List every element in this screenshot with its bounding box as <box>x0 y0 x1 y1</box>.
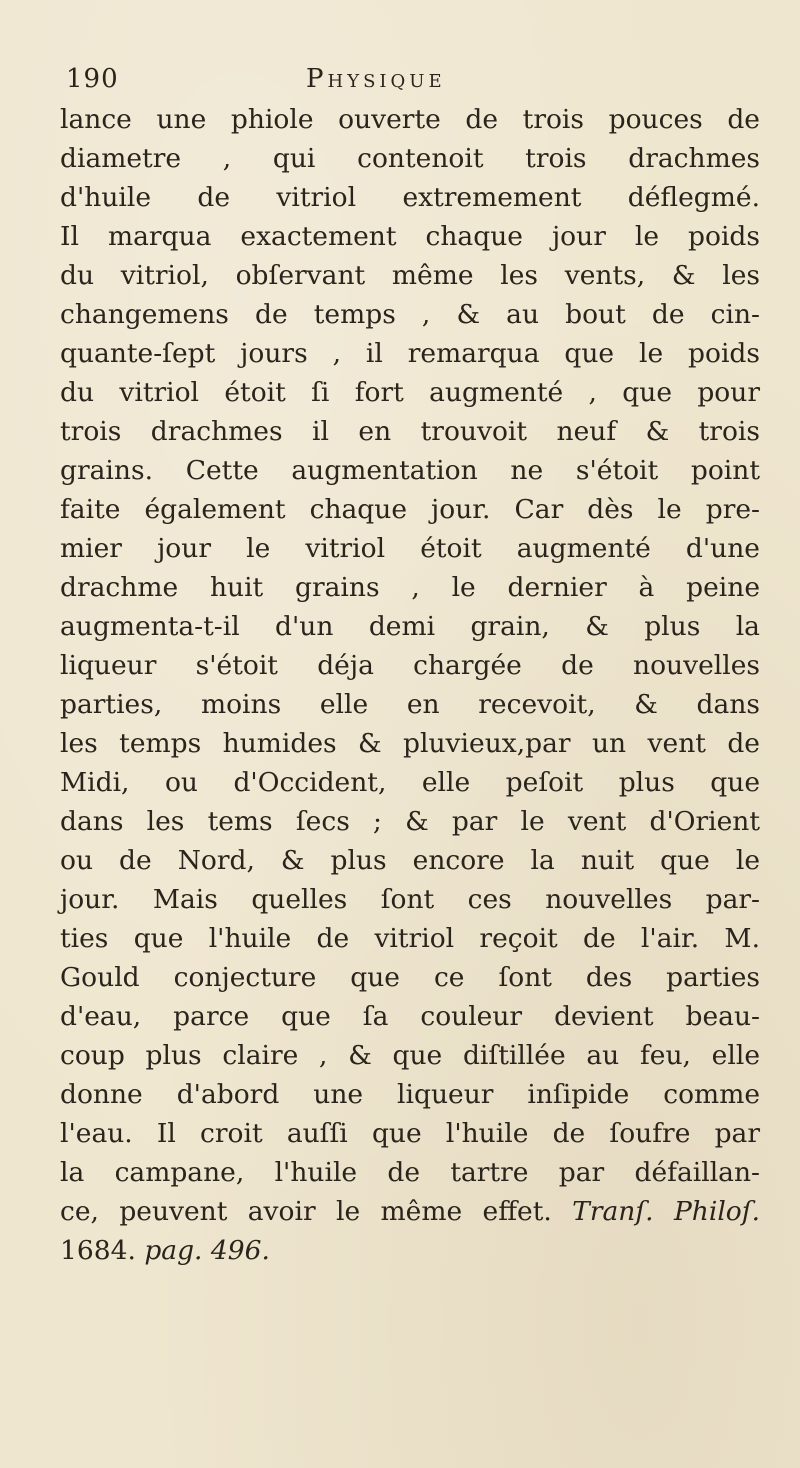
text-line: Gould conjecture que ce ſont des parties <box>60 962 760 993</box>
text-line: lance une phiole ouverte de trois pouces de <box>60 104 760 135</box>
text-line: changemens de temps , & au bout de cin- <box>60 299 760 330</box>
text-line: ou de Nord, & plus encore la nuit que le <box>60 845 760 876</box>
text-line: donne d'abord une liqueur inſipide comme <box>60 1079 760 1110</box>
citation-source: Tranſ. Philoſ. <box>572 1196 760 1227</box>
text-line: Midi, ou d'Occident, elle peſoit plus que <box>60 767 760 798</box>
text-line: coup plus claire , & que diſtillée au feu, elle <box>60 1040 760 1071</box>
text-line: diametre , qui contenoit trois drachmes <box>60 143 760 174</box>
text-line: la campane, l'huile de tartre par défaillan- <box>60 1157 760 1188</box>
text-line: d'eau, parce que ſa couleur devient beau- <box>60 1001 760 1032</box>
text-line: liqueur s'étoit déja chargée de nouvelles <box>60 650 760 681</box>
text-line: d'huile de vitriol extremement déflegmé. <box>60 182 760 213</box>
running-head: Physique <box>306 64 446 94</box>
text-line: faite également chaque jour. Car dès le pre- <box>60 494 760 525</box>
text-line: quante-ſept jours , il remarqua que le poids <box>60 338 760 369</box>
text-line: trois drachmes il en trouvoit neuf & trois <box>60 416 760 447</box>
text-line: l'eau. Il croit auſſi que l'huile de ſoufre par <box>60 1118 760 1149</box>
text-line: grains. Cette augmentation ne s'étoit point <box>60 455 760 486</box>
text-line: jour. Mais quelles ſont ces nouvelles par- <box>60 884 760 915</box>
text-line: du vitriol, obſervant même les vents, & les <box>60 260 760 291</box>
text-line-end: ce, peuvent avoir le même effet. <box>60 1196 552 1227</box>
text-line: les temps humides & pluvieux,par un vent de <box>60 728 760 759</box>
citation-line <box>60 1231 760 1270</box>
text-line: dans les tems ſecs ; & par le vent d'Orient <box>60 806 760 837</box>
page-header <box>66 64 746 104</box>
text-line-with-citation <box>60 1192 760 1231</box>
text-line: drachme huit grains , le dernier à peine <box>60 572 760 603</box>
text-line: du vitriol étoit ſi fort augmenté , que pour <box>60 377 760 408</box>
text-line: mier jour le vitriol étoit augmenté d'une <box>60 533 760 564</box>
text-line: ties que l'huile de vitriol reçoit de l'air. M. <box>60 923 760 954</box>
text-line: Il marqua exactement chaque jour le poids <box>60 221 760 252</box>
body-text <box>60 100 760 1270</box>
text-line: parties, moins elle en recevoit, & dans <box>60 689 760 720</box>
text-line: augmenta-t-il d'un demi grain, & plus la <box>60 611 760 642</box>
citation-page: pag. 496. <box>144 1235 270 1266</box>
page-number: 190 <box>66 64 119 94</box>
citation-year: 1684. <box>60 1235 136 1266</box>
